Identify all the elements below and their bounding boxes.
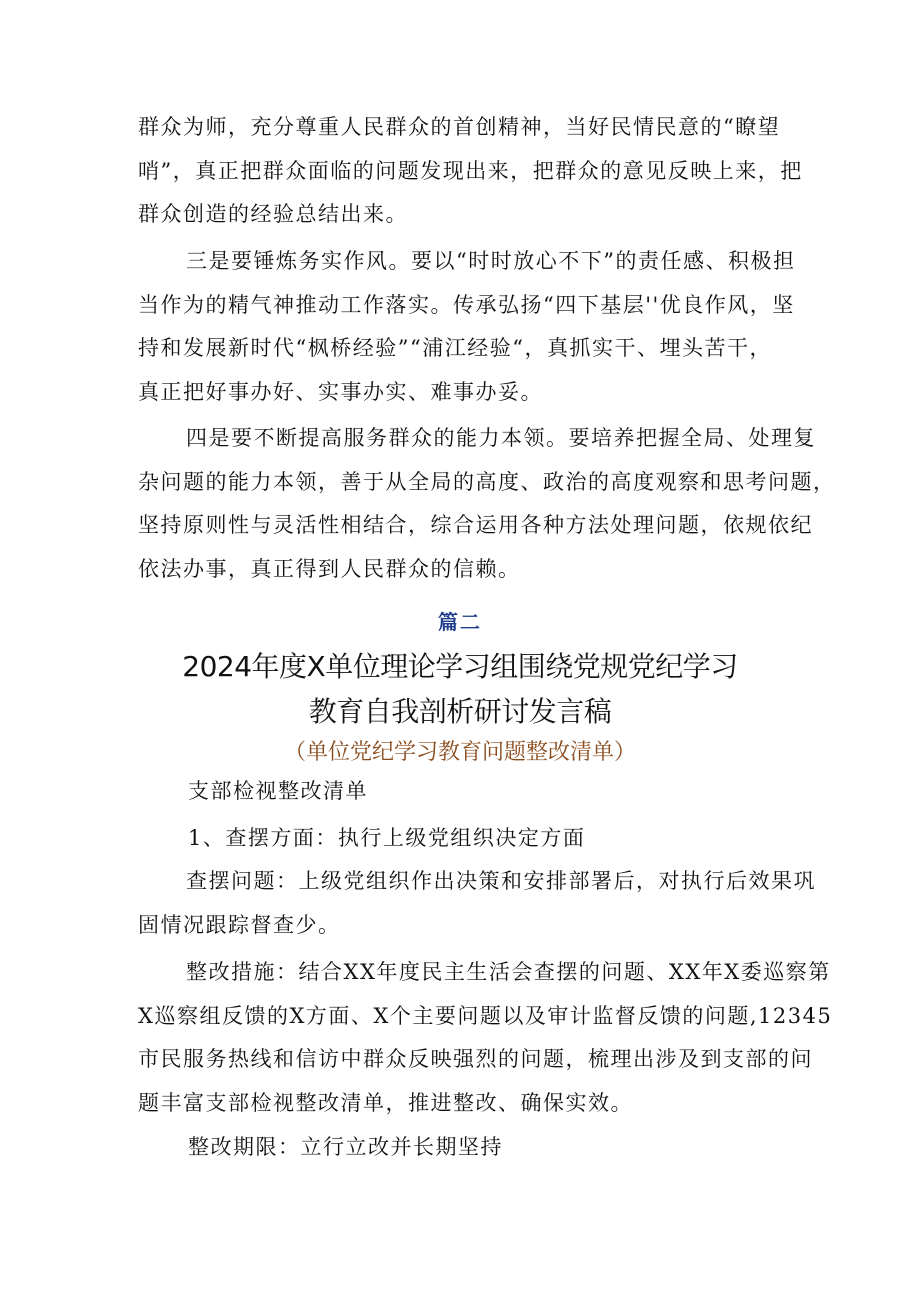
document-title-line2: 教育自我剖析研讨发言稿 [308, 695, 612, 728]
text-line: 题丰富支部检视整改清单，推进整改、确保实效。 [138, 1090, 633, 1115]
text-line: 群众为师，充分尊重人民群众的首创精神，当好民情民意的“瞭望 [138, 115, 781, 139]
section-label: 篇二 [438, 610, 482, 634]
text-line: 坚持原则性与灵活性相结合，综合运用各种方法处理问题，依规依纪 [138, 513, 813, 537]
text-line: X巡察组反馈的X方面、X个主要问题以及审计监督反馈的问题,12345 [138, 1003, 833, 1028]
text-line: 整改措施：结合XX年度民主生活会查摆的问题、XX年X委巡察第 [186, 960, 831, 984]
text-line: 固情况跟踪督查少。 [138, 912, 341, 937]
text-line: 杂问题的能力本领，善于从全局的高度、政治的高度观察和思考问题， [138, 469, 836, 494]
document-subtitle: （单位党纪学习教育问题整改清单） [283, 740, 636, 765]
text-line: 依法办事，真正得到人民群众的信赖。 [138, 556, 521, 581]
paragraph-problem [138, 860, 816, 947]
text-line: 持和发展新时代“枫桥经验”“浦江经验“，真抓实干、埋头苦干， [138, 336, 772, 360]
item-heading: 1、查摆方面：执行上级党组织决定方面 [188, 826, 586, 850]
text-line: 真正把好事办好、实事办实、难事办妥。 [138, 379, 543, 404]
text-line: 群众创造的经验总结出来。 [138, 202, 408, 226]
checklist-heading: 支部检视整改清单 [188, 779, 368, 803]
text-line: 三是要锤炼务实作风。要以“时时放心不下”的责任感、积极担 [186, 249, 796, 273]
text-line: 查摆问题：上级党组织作出决策和安排部署后，对执行后效果巩 [186, 869, 816, 893]
paragraph-continuation [138, 106, 803, 237]
deadline-line: 整改期限：立行立改并长期坚持 [188, 1135, 503, 1159]
text-line: 四是要不断提高服务群众的能力本领。要培养把握全局、处理复 [186, 426, 816, 450]
text-line: 当作为的精气神推动工作落实。传承弘扬“四下基层''优良作风，坚 [138, 292, 795, 317]
text-line: 哨”，真正把群众面临的问题发现出来，把群众的意见反映上来，把 [138, 158, 803, 183]
text-line: 市民服务热线和信访中群众反映强烈的问题，梳理出涉及到支部的问 [138, 1047, 813, 1071]
paragraph-service-ability [138, 417, 836, 591]
document-title-line1: 2024年度X单位理论学习组围绕党规党纪学习 [182, 650, 738, 683]
paragraph-practical-style [138, 240, 796, 414]
paragraph-measures [138, 951, 833, 1125]
